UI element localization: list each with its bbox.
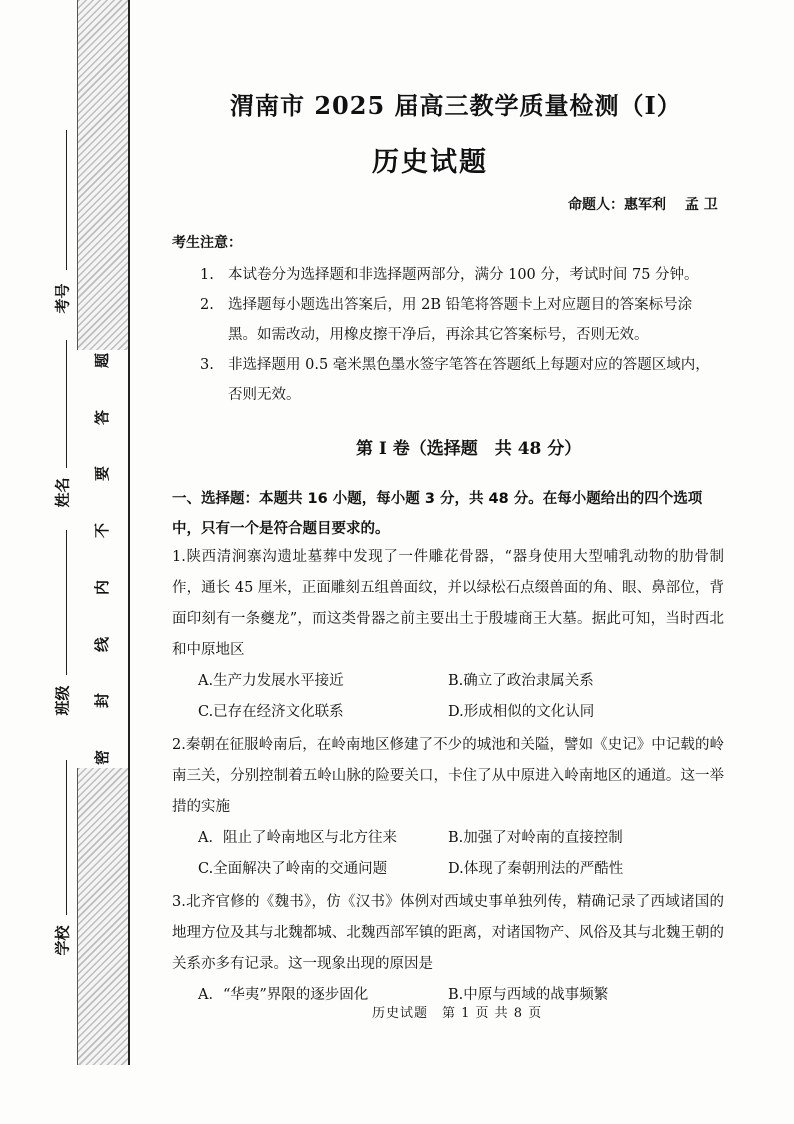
seal-char: 封 — [93, 693, 112, 709]
page-footer: 历史试题 第 1 页 共 8 页 — [372, 1006, 543, 1021]
exam-title: 渭南市 2025 届高三教学质量检测（Ⅰ） — [230, 91, 682, 120]
notice-item: 2. 选择题每小题选出答案后，用 2B 铅笔将答题卡上对应题目的答案标号涂黑。如需改动，用橡皮擦干净后，再涂其它答案标号，否则无效。 — [200, 297, 693, 343]
section-instructions: 一、选择题：本题共 16 小题，每小题 3 分，共 48 分。在每小题给出的四个选项中，只有一个是符合题目要求的。 — [172, 491, 703, 537]
field-label-exam-number: 考号 — [53, 283, 72, 314]
section-title: 第 I 卷（选择题 共 48 分） — [356, 439, 582, 459]
question-stem: 1.陕西清涧寨沟遗址墓葬中发现了一件雕花骨器，“器身使用大型哺乳动物的肋骨制作，通长 45 厘米，正面雕刻五组兽面纹，并以绿松石点缀兽面的角、眼、鼻部位，背面印刻有一条夔龙”，而这类骨器之前主要出土于殷墟商王大墓。据此可知，当时西北和中原地区 — [172, 549, 724, 658]
notice-list — [172, 260, 720, 410]
notice-item: 1. 本试卷分为选择题和非选择题两部分，满分 100 分，考试时间 75 分钟。 — [200, 267, 699, 283]
option-a[interactable]: A．“华夷”界限的逐步固化 — [198, 987, 369, 1003]
option-a[interactable]: A．阻止了岭南地区与北方往来 — [198, 830, 397, 846]
option-d[interactable]: D.形成相似的文化认同 — [448, 704, 595, 720]
question-stem: 2.秦朝在征服岭南后，在岭南地区修建了不少的城池和关隘，譬如《史记》中记载的岭南三关，分别控制着五岭山脉的险要关口，卡住了从中原进入岭南地区的通道。这一举措的实施 — [172, 737, 724, 815]
hatched-band-bottom — [77, 768, 128, 1065]
question-1 — [172, 542, 724, 728]
option-c[interactable]: C.全面解决了岭南的交通问题 — [198, 861, 388, 877]
binding-margin — [0, 0, 130, 1065]
seal-char: 密 — [93, 749, 112, 765]
seal-char: 线 — [93, 636, 112, 652]
question-3 — [172, 887, 724, 1011]
field-label-class: 班级 — [53, 685, 72, 716]
option-c[interactable]: C.已存在经济文化联系 — [198, 704, 344, 720]
option-d[interactable]: D.体现了秦朝刑法的严酷性 — [448, 861, 624, 877]
seal-char: 不 — [93, 523, 112, 539]
seal-char: 题 — [93, 352, 112, 369]
field-label-school: 学校 — [53, 925, 72, 956]
field-line-name[interactable] — [66, 340, 67, 468]
option-group — [172, 666, 724, 728]
option-group — [172, 823, 724, 885]
field-label-name: 姓名 — [53, 477, 72, 508]
notice-item: 3. 非选择题用 0.5 毫米黑色墨水签字笔答在答题纸上每题对应的答题区域内，否则无效。 — [200, 357, 710, 403]
hatched-band-top — [77, 0, 128, 350]
question-stem: 3.北齐官修的《魏书》，仿《汉书》体例对西域史事单独列传，精确记录了西域诸国的地理方位及其与北魏都城、北魏西部军镇的距离，对诸国物产、风俗及其与北魏王朝的关系亦多有记录。这一现象出现的原因是 — [172, 894, 724, 972]
field-line-class[interactable] — [66, 530, 67, 675]
field-line-exam-number[interactable] — [66, 130, 67, 270]
question-list — [172, 542, 724, 1011]
seal-line-text — [88, 350, 116, 768]
subject-title: 历史试题 — [372, 147, 488, 178]
seal-char: 内 — [93, 579, 112, 595]
option-b[interactable]: B.确立了政治隶属关系 — [448, 673, 594, 689]
option-b[interactable]: B.加强了对岭南的直接控制 — [448, 830, 623, 846]
option-a[interactable]: A.生产力发展水平接近 — [198, 673, 344, 689]
authors: 命题人：惠军利 孟 卫 — [568, 197, 718, 213]
seal-char: 要 — [93, 466, 112, 482]
seal-char: 答 — [93, 409, 112, 425]
field-line-school[interactable] — [66, 760, 67, 915]
option-b[interactable]: B.中原与西域的战事频繁 — [448, 987, 609, 1003]
question-2 — [172, 730, 724, 885]
notice-heading: 考生注意： — [172, 235, 242, 251]
